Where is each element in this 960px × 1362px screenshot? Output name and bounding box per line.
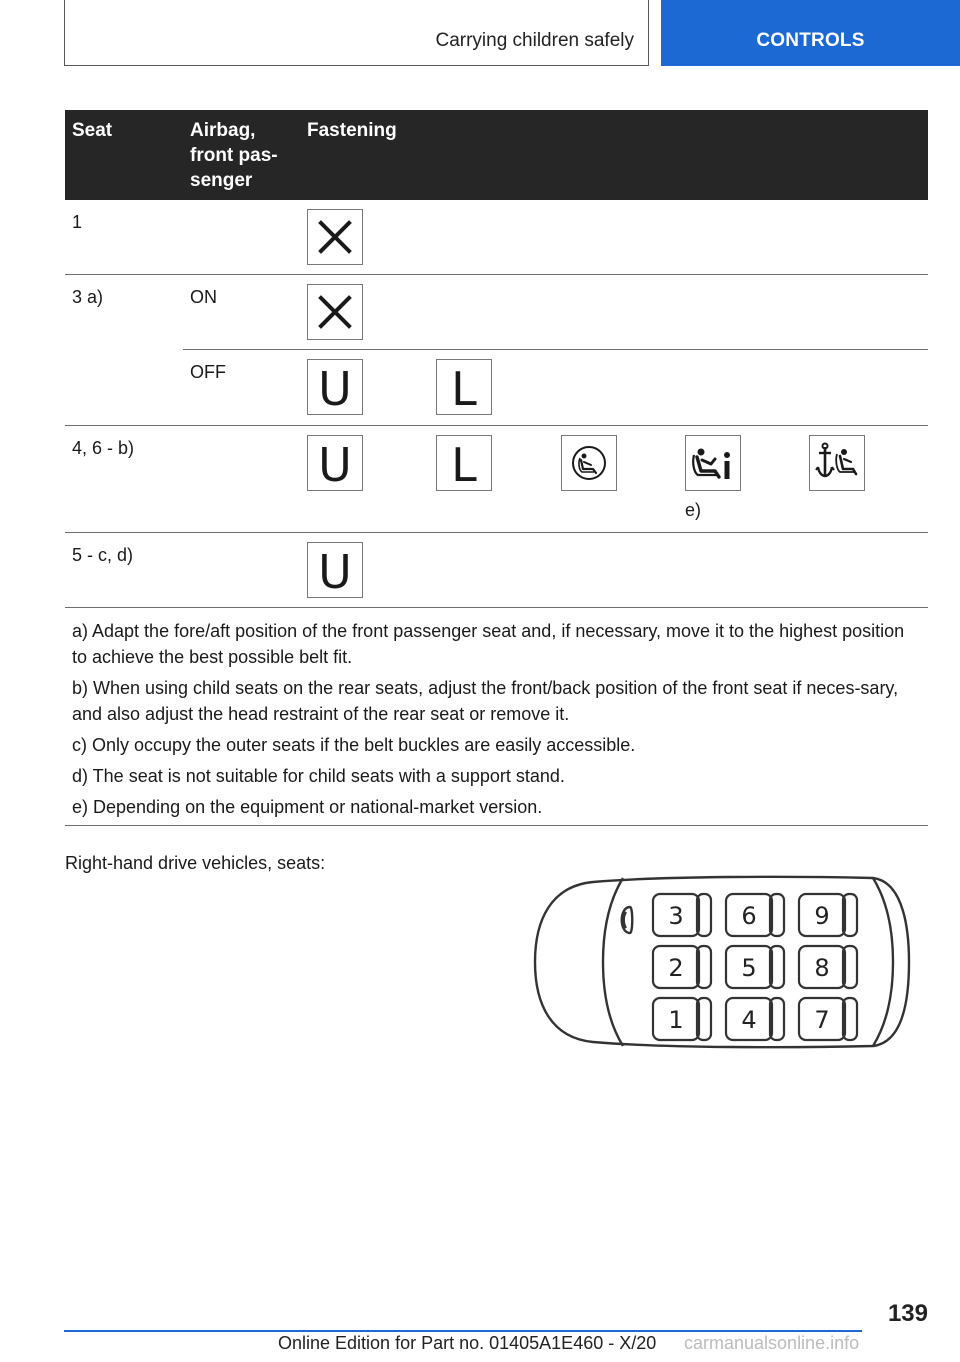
footnote-c: c) Only occupy the outer seats if the belt buckles are easily accessible. [72,735,636,755]
semi-universal-l-icon [436,435,492,491]
seat-number-2: 2 [668,954,684,982]
watermark: carmanualsonline.info [684,1333,860,1353]
vehicle-outline [535,877,909,1047]
universal-u-icon [307,542,363,598]
seat-number-4: 4 [741,1006,757,1034]
top-tether-anchor-icon [809,435,865,491]
seat-number-9: 9 [814,902,830,930]
i-size-icon [561,435,617,491]
header-section-label: CONTROLS [756,30,865,51]
seat-number-8: 8 [814,954,830,982]
seat-cell: 3 a) [72,287,104,307]
svg-text:U: U [318,365,352,409]
header-title-box [64,0,649,66]
footnote-b: b) When using child seats on the rear seats, adjust the front/back position of the front seat if neces-sary, and also adjust the head restraint of the rear seat or remove it. [72,678,899,724]
seat-number-7: 7 [814,1006,830,1034]
table-row [65,350,928,426]
seat-number-3: 3 [668,902,684,930]
diagram-caption: Right-hand drive vehicles, seats: [65,853,326,873]
seat-number-1: 1 [668,1006,684,1034]
footer-edition: Online Edition for Part no. 01405A1E460 - X/20 [278,1333,657,1353]
not-suitable-icon [307,284,363,340]
seat-layout-diagram [533,874,913,1055]
column-header-fastening: Fastening [307,120,397,141]
footnote-a: a) Adapt the fore/aft position of the front passenger seat and, if necessary, move it to the highest position to achieve the best possible belt fit. [72,621,905,667]
column-header-airbag: Airbag, front pas- senger [190,120,278,191]
not-suitable-icon [307,209,363,265]
table-row [65,426,928,533]
table-footnotes [72,618,917,825]
seat-number-5: 5 [741,954,757,982]
svg-text:L: L [451,365,477,409]
isofix-i-icon [685,435,741,491]
table-row [65,533,928,608]
svg-text:U: U [318,548,352,592]
footnote-d: d) The seat is not suitable for child seats with a support stand. [72,766,565,786]
seat-cell: 1 [72,212,83,232]
footnote-ref-e: e) [685,500,702,520]
universal-u-icon [307,435,363,491]
row-divider [65,825,928,826]
airbag-cell: OFF [190,362,226,382]
seat-number-6: 6 [741,902,757,930]
footer-rule [64,1330,862,1332]
seat-cell: 4, 6 - b) [72,438,135,458]
semi-universal-l-icon [436,359,492,415]
header-title: Carrying children safely [435,30,634,51]
page-number: 139 [887,1300,928,1327]
svg-text:L: L [451,441,477,485]
table-row [65,200,928,275]
universal-u-icon [307,359,363,415]
table-row [65,275,928,350]
table-header [65,110,928,200]
seat-cell: 5 - c, d) [72,545,134,565]
child-seat-table [65,110,928,826]
column-header-seat: Seat [72,120,113,141]
table-footnotes-row [65,608,928,826]
footnote-e: e) Depending on the equipment or national-market version. [72,797,543,817]
svg-text:U: U [318,441,352,485]
airbag-cell: ON [190,287,217,307]
header-section-tab[interactable] [661,0,960,66]
